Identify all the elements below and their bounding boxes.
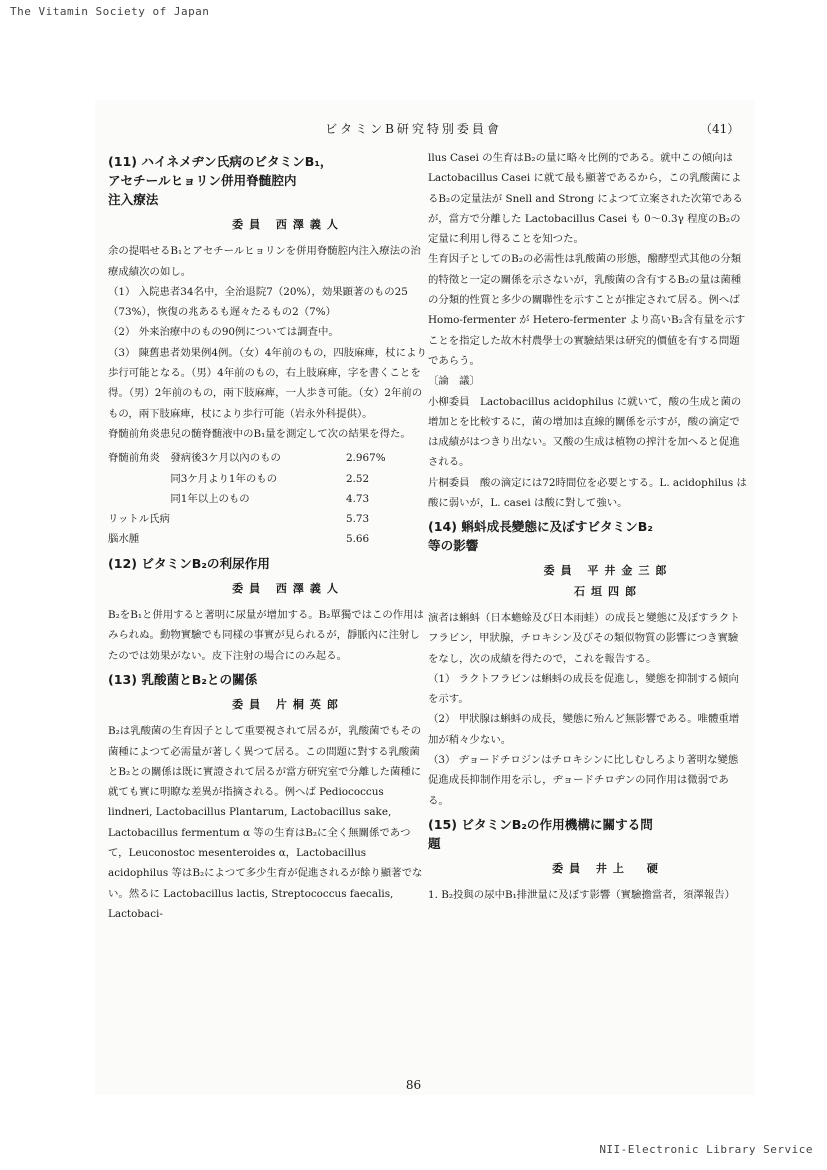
paragraph: （3） 陳舊患者効果例4例。（女）4年前のもの，四肢麻痺，杖により歩行可能となる。（男）4年前のもの，右上肢麻痺，字を書くことを得。（男）2年前のもの，兩下肢麻痺，一人歩き可能。（女）2年前のもの，兩下肢麻痺，杖により歩行可能（岩永外科提供）。 [108, 346, 427, 420]
journal-page-ref: （41） [700, 122, 740, 136]
table-row [108, 489, 428, 509]
section-12-author: 委員 西澤義人 [232, 581, 344, 595]
paragraph: B₂は乳酸菌の生育因子として重要視されて居るが，乳酸菌でもその菌種によつて必需量が著しく異つて居る。この問題に對する乳酸菌とB₂との關係は既に實證されて居るが當方研究室で分離した菌種に就ても實に明瞭な差異が指摘される。例へば Pediococcus lindneri, Lactobacillus Plantarum, Lactobacillus sake, Lactobacillus fermentum α 等の生育はB₂に全く無關係であつて，Leuconostoc mesenteroides α，Lactobacillus acidophilus 等はB₂によつて多少生育が促進されるが餘り顯著でない。然るに Lactobacillus lactis, Streptococcus faecalis, Lactobaci- [108, 725, 423, 920]
left-column [108, 148, 428, 924]
paragraph: （1） 入院患者34名中，全治退院7（20%），効果顕著のもの25（73%），恢復の兆あるも遅々たるもの2（7%） [108, 285, 408, 319]
table-row [108, 469, 428, 489]
paragraph: 1. B₂投與の尿中B₁排泄量に及ぼす影響（實驗擔當者，須澤報告） [428, 889, 735, 902]
table-cell-label: 同3ケ月より1年のもの [108, 472, 278, 485]
table-cell-value: 5.73 [346, 513, 370, 526]
section-15-author: 委員 井上 硬 [552, 861, 664, 875]
paragraph: （1） ラクトフラビンは蝌蚪の成長を促進し，變態を抑制する傾向を示す。 [428, 672, 739, 706]
table-row [108, 448, 428, 468]
b1-measurement-table [108, 448, 428, 549]
table-cell-value: 5.66 [346, 533, 370, 546]
table-cell-label: 腦水腫 [108, 533, 140, 546]
paragraph: 片桐委員 酸の滴定には72時間位を必要とする。L. acidophilus は酸に弱いが，L. casei は酸に對して強い。 [428, 476, 747, 510]
section-12-title: (12) ビタミンB₂の利尿作用 [108, 555, 270, 571]
paragraph: 小柳委員 Lactobacillus acidophilus に就いて，酸の生成と菌の增加とを比較するに，菌の增加は直線的關係を示すが，酸の滴定では成績がはつきり出ない。又酸の生成は植物の搾汁を加へると促進される。 [428, 395, 742, 469]
section-13-author: 委員 片桐英郎 [232, 697, 344, 711]
paragraph: 生育因子としてのB₂の必需性は乳酸菌の形態，醱酵型式其他の分類的特徵と一定の關係を示さないが，乳酸菌の含有するB₂の量は菌種の分類的性質と多少の關聯性を示すことが推定されて居る。例へば Homo-fermenter が Hetero-fermenter より高いB₂含有量を示すことを指定した故木村農學士の實驗結果は研究的價値を有する問題であらう。 [428, 253, 746, 367]
footer-source-label: NII-Electronic Library Service [599, 1143, 813, 1156]
section-11-author: 委員 西澤義人 [232, 218, 344, 231]
paragraph: llus Casei の生育はB₂の量に略々比例的である。就中この傾向は Lactobacillus Casei に就て最も顯著であるから，この乳酸菌によるB₂の定量法が Snell and Strong によつて立案された次第であるが，當方で分離した Lactobacillus Casei も 0〜0.3γ 程度のB₂の定量に利用し得ることを知つた。 [428, 152, 743, 246]
table-cell-value: 4.73 [346, 492, 370, 505]
table-row [108, 509, 428, 529]
paragraph: （2） 外来治療中のもの90例については調査中。 [108, 326, 339, 339]
paragraph: B₂をB₁と併用すると著明に尿量が增加する。B₂單獨ではこの作用はみられぬ。動物實驗でも同樣の事實が見られるが，靜脈內に注射したのでは効果がない。皮下注射の場合にのみ起る。 [108, 609, 424, 662]
section-11-title: (11) ハイネメヂン氏病のビタミンB₁， アセチールヒョリン併用脊髄腔内 注入療法 [108, 154, 333, 207]
table-cell-value: 2.52 [346, 472, 370, 485]
table-cell-label: リットル氏病 [108, 513, 170, 526]
table-row [108, 529, 428, 549]
section-14-authors: 委員 平井金三郎 石垣四郎 [543, 564, 673, 598]
paragraph: （3） ヂョードチロジンはチロキシンに比しむしろより著明な變態促進成長抑制作用を示し，ヂョードチロヂンの同作用は微弱である。 [428, 754, 739, 807]
page-number: 86 [405, 1078, 422, 1092]
paragraph: 余の提唱せるB₁とアセチールヒョリンを併用脊髄腔内注入療法の治療成績次の如し。 [108, 245, 421, 278]
running-head: ビタミンB研究特別委員會 [325, 122, 502, 136]
paragraph: （2） 甲狀腺は蝌蚪の成長，變態に殆んど無影響である。唯體重增加が稍々少ない。 [428, 713, 740, 746]
table-cell-label: 同1年以上のもの [108, 492, 250, 505]
right-column [428, 148, 748, 906]
section-15-title: (15) ビタミンB₂の作用機構に關する問 題 [428, 816, 653, 851]
header-source-label: The Vitamin Society of Japan [10, 5, 210, 18]
paragraph: 演者は蝌蚪（日本蟾蜍及び日本雨蛙）の成長と變態に及ぼすラクトフラビン，甲狀腺，チロキシン及びその類似物質の影響につき實驗をなし，次の成績を得たので，これを報告する。 [428, 611, 740, 665]
section-14-title: (14) 蝌蚪成長變態に及ぼすビタミンB₂ 等の影響 [428, 519, 653, 554]
table-cell-value: 2.967% [346, 452, 386, 465]
table-cell-label: 脊髄前角炎 發病後3ケ月以內のもの [108, 452, 281, 465]
discussion-label: 〔論 議〕 [428, 375, 480, 388]
section-13-title: (13) 乳酸菌とB₂との關係 [108, 671, 258, 687]
paragraph: 脊髄前角炎患兒の髄脊髄液中のB₁量を測定して次の結果を得た。 [108, 427, 411, 440]
